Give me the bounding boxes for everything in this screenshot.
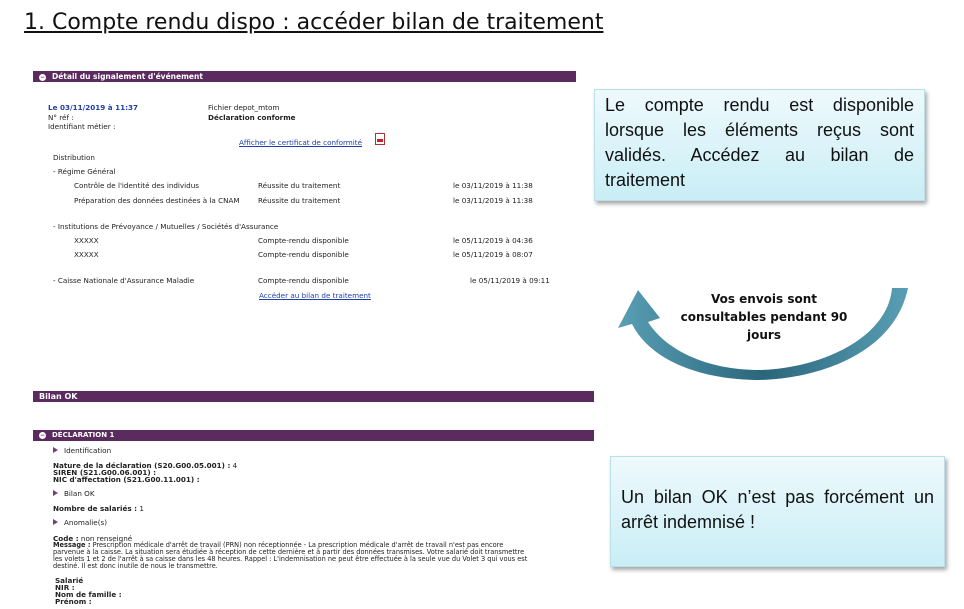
- bilan-ok-row[interactable]: [53, 489, 95, 498]
- pdf-icon[interactable]: [375, 133, 385, 145]
- callout-compte-rendu: Le compte rendu est disponible lorsque les éléments reçus sont validés. Accédez au bilan de traitement: [594, 89, 925, 201]
- code-label: Code :: [53, 534, 79, 543]
- message-line: les volets 1 et 2 de l'arrêt à sa caisse dans les 48 heures. Rappel : L'indemnisation ne peut être effectuée à la seule vue du Volet 3 qui vous est: [53, 555, 528, 563]
- bilan-ok-label: Bilan OK: [64, 489, 95, 498]
- nature-label: Nature de la déclaration (S20.G00.05.001) :: [53, 461, 231, 470]
- bilan-header-bar: [33, 391, 594, 402]
- rg-row-label: Contrôle de l'identité des individus: [74, 181, 200, 190]
- expand-triangle-icon: [53, 519, 58, 525]
- declaration-header-bar[interactable]: [33, 430, 594, 441]
- collapse-icon[interactable]: −: [39, 74, 46, 81]
- identification-row[interactable]: [53, 446, 111, 455]
- message-line: destiné. Il est donc inutile de nous le transmettre.: [53, 562, 218, 570]
- inst-row-status: Compte-rendu disponible: [258, 250, 349, 259]
- slide-title: 1. Compte rendu dispo : accéder bilan de traitement: [24, 10, 604, 35]
- callout-bilan-ok: Un bilan OK n’est pas forcément un arrêt indemnisé !: [610, 456, 945, 567]
- distribution-label: Distribution: [53, 153, 95, 162]
- siren-label: SIREN (S21.G00.06.001) :: [53, 468, 157, 477]
- salarie-label: Salarié: [55, 576, 84, 585]
- bilan-header-label: Bilan OK: [39, 392, 78, 401]
- inst-row-label: XXXXX: [74, 236, 99, 245]
- event-date: Le 03/11/2019 à 11:37: [48, 103, 138, 112]
- message-line: parvenue à la caisse. La situation sera étudiée à réception de cette dernière et à partir des données transmises. Votre salarié doit transmettre: [53, 548, 525, 556]
- expand-triangle-icon: [53, 490, 58, 496]
- declaration-status: Déclaration conforme: [208, 113, 296, 122]
- institutions-label: - Institutions de Prévoyance / Mutuelles / Sociétés d'Assurance: [53, 222, 279, 231]
- nb-salaries-label: Nombre de salariés :: [53, 504, 138, 513]
- expand-triangle-icon: [53, 447, 58, 453]
- cnam-label: - Caisse Nationale d'Assurance Maladie: [53, 276, 195, 285]
- inst-row-date: le 05/11/2019 à 08:07: [453, 250, 533, 259]
- identifiant-label: Identifiant métier :: [48, 122, 116, 131]
- regime-general-label: - Régime Général: [53, 167, 116, 176]
- code-value: non renseigné: [80, 534, 133, 543]
- detail-header-label: Détail du signalement d'événement: [52, 72, 203, 81]
- rg-row-date: le 03/11/2019 à 11:38: [453, 181, 533, 190]
- inst-row-label: XXXXX: [74, 250, 99, 259]
- rg-row-label: Préparation des données destinées à la CNAM: [74, 196, 240, 205]
- nom-famille-label: Nom de famille :: [55, 590, 122, 599]
- declaration-header-label: DÉCLARATION 1: [52, 431, 115, 439]
- anomalies-row[interactable]: [53, 518, 107, 527]
- cnam-status: Compte-rendu disponible: [258, 276, 349, 285]
- nic-label: NIC d'affectation (S21.G00.11.001) :: [53, 475, 200, 484]
- nb-salaries-row: [53, 504, 144, 513]
- collapse-icon[interactable]: −: [39, 432, 46, 439]
- arrow-caption: Vos envois sont consultables pendant 90 jours: [680, 292, 848, 342]
- rg-row-status: Réussite du traitement: [258, 196, 341, 205]
- rg-row-status: Réussite du traitement: [258, 181, 341, 190]
- inst-row-status: Compte-rendu disponible: [258, 236, 349, 245]
- detail-header-bar[interactable]: [33, 71, 576, 82]
- certificate-link[interactable]: Afficher le certificat de conformité: [239, 138, 363, 147]
- nature-value: 4: [232, 461, 238, 470]
- file-name: Fichier depot_mtom: [208, 103, 280, 112]
- prenom-label: Prénom :: [55, 597, 92, 606]
- message-text: Prescription médicale d'arrêt de travail (PRN) non réceptionnée - La prescription médicale d'arrêt de travail n'est pas encore: [92, 541, 504, 549]
- cnam-date: le 05/11/2019 à 09:11: [470, 276, 550, 285]
- identification-label: Identification: [64, 446, 112, 455]
- bilan-traitement-link[interactable]: Accéder au bilan de traitement: [259, 291, 371, 300]
- message-label: Message :: [53, 541, 91, 549]
- inst-row-date: le 05/11/2019 à 04:36: [453, 236, 533, 245]
- nir-label: NIR :: [55, 583, 75, 592]
- nb-salaries-value: 1: [139, 504, 144, 513]
- num-ref-label: N° réf :: [48, 113, 74, 122]
- rg-row-date: le 03/11/2019 à 11:38: [453, 196, 533, 205]
- anomalies-label: Anomalie(s): [64, 518, 108, 527]
